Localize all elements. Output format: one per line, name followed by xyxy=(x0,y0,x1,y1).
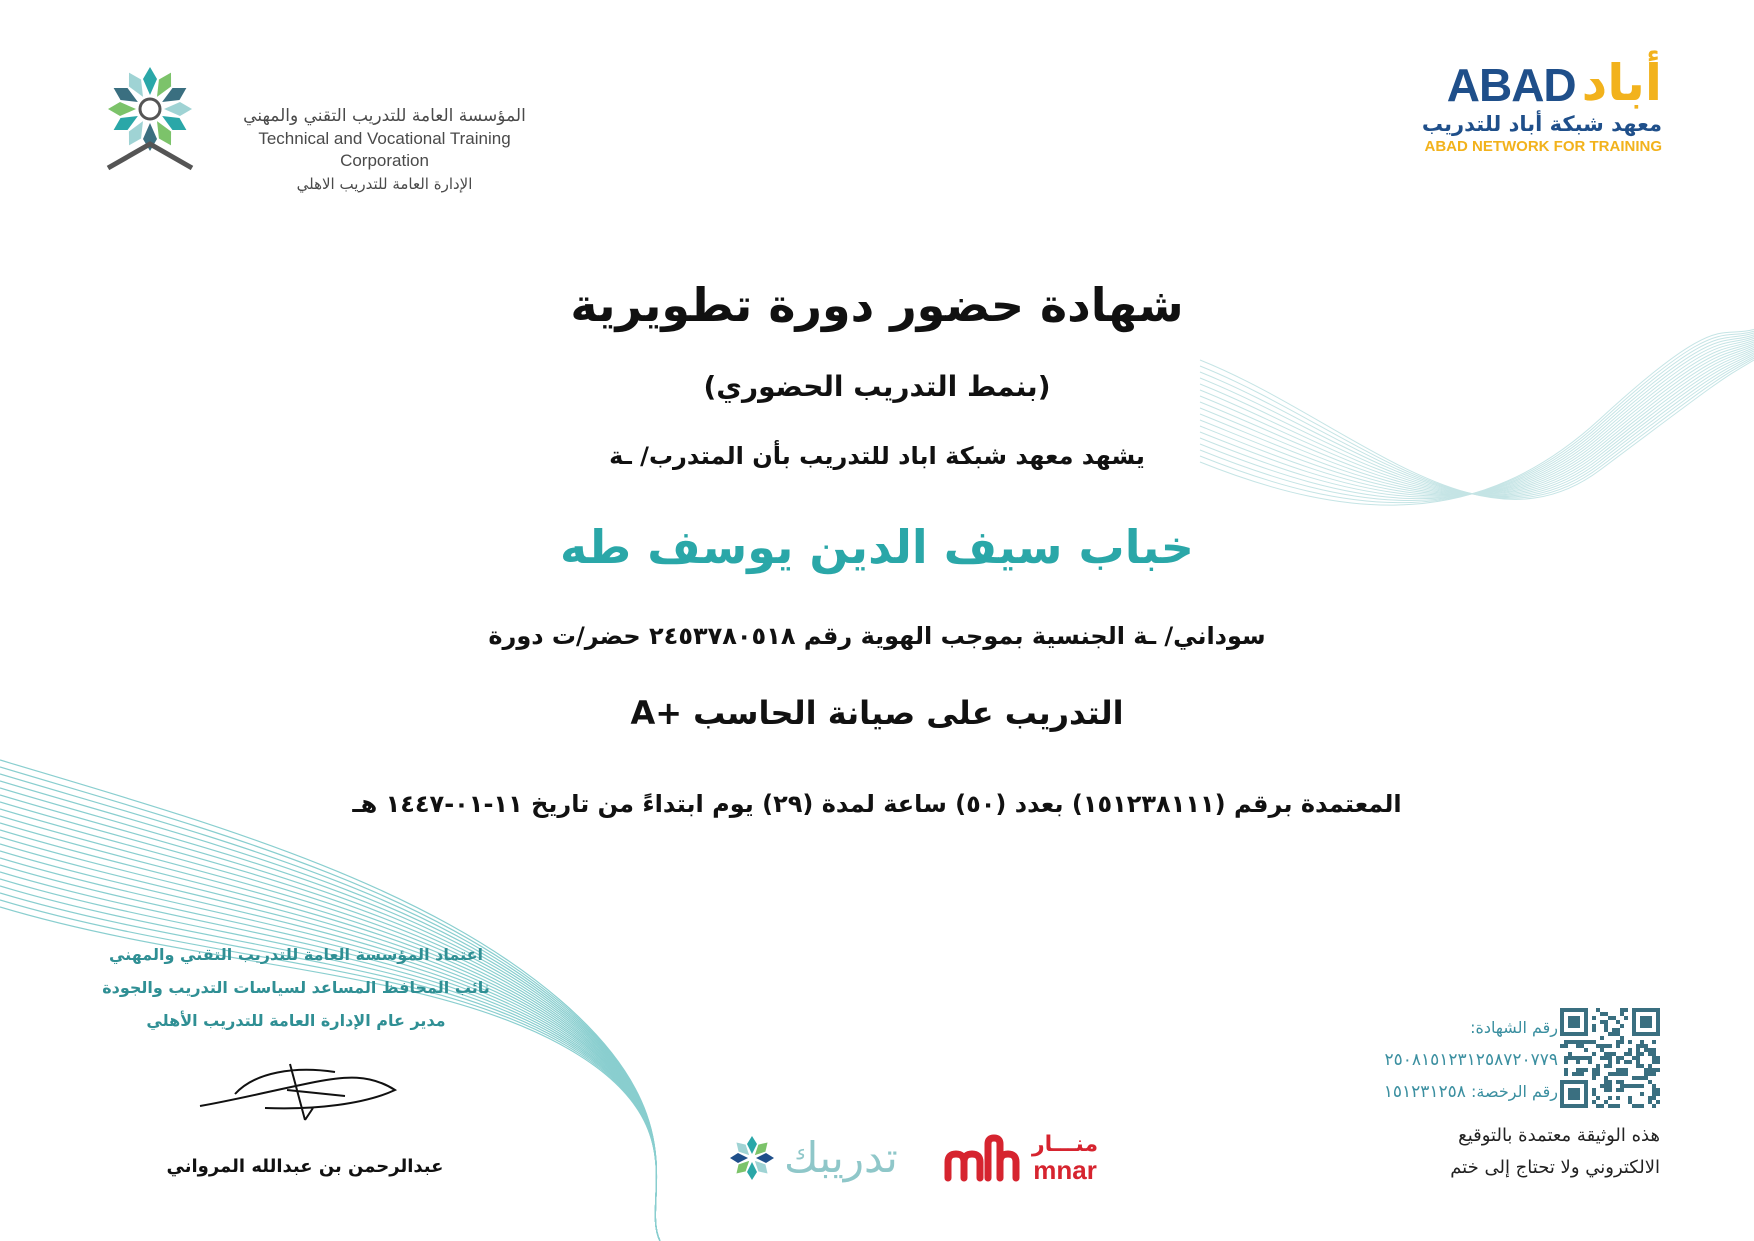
course-name: التدريب على صيانة الحاسب +A xyxy=(630,694,1124,732)
mnar-name-ar: منـــار xyxy=(1032,1132,1099,1157)
tvtc-logo-icon xyxy=(100,64,200,176)
approval-block xyxy=(96,938,496,1037)
trainee-name: خباب سيف الدين يوسف طه xyxy=(560,520,1194,574)
note-line-2: الالكتروني ولا تحتاج إلى ختم xyxy=(1450,1157,1660,1178)
tadreebak-logo xyxy=(728,1130,910,1186)
certifies-line: يشهد معهد شبكة اباد للتدريب بأن المتدرب/ ـة xyxy=(609,442,1145,470)
qr-code-icon xyxy=(1560,1008,1660,1108)
approval-line-3: مدير عام الإدارة العامة للتدريب الأهلي xyxy=(146,1011,446,1030)
license-number: ١٥١٢٣١٢٥٨ xyxy=(1383,1082,1466,1102)
nationality-line: سوداني/ ـة الجنسية بموجب الهوية رقم ٢٤٥٣٧٨٠٥١٨ حضر/ت دورة xyxy=(488,622,1266,650)
approval-line-1: اعتماد المؤسسة العامة للتدريب التقني والمهني xyxy=(108,945,484,964)
note-line-1: هذه الوثيقة معتمدة بالتوقيع xyxy=(1458,1125,1660,1146)
abad-name-ar: معهد شبكة أباد للتدريب xyxy=(1421,112,1662,136)
tadreebak-star-icon xyxy=(728,1134,776,1182)
abad-logo-ar: أباد xyxy=(1581,54,1662,112)
tvtc-name-block xyxy=(212,104,557,196)
tadreebak-logo-text: تدريبك xyxy=(784,1133,898,1182)
certificate-number-label: رقم الشهادة: xyxy=(1470,1018,1558,1037)
mnar-name-en: mnar xyxy=(1033,1155,1097,1185)
signer-name: عبدالرحمن بن عبدالله المرواني xyxy=(166,1156,444,1177)
signature-image xyxy=(195,1060,405,1126)
course-details-line: المعتمدة برقم (١٥١٢٣٨١١١) بعدد (٥٠) ساعة لمدة (٢٩) يوم ابتداءً من تاريخ ١١-٠١-١٤٤٧ هـ xyxy=(352,790,1402,818)
certificate-number: ٢٥٠٨١٥١٢٣١٢٥٨٧٢٠٧٧٩ xyxy=(1384,1050,1558,1070)
certificate-subtitle: (بنمط التدريب الحضوري) xyxy=(703,370,1051,403)
abad-name-en: ABAD NETWORK FOR TRAINING xyxy=(1424,138,1662,155)
tvtc-department: الإدارة العامة للتدريب الاهلي xyxy=(296,175,473,193)
certificate-title: شهادة حضور دورة تطويرية xyxy=(570,278,1184,332)
license-label: رقم الرخصة: xyxy=(1471,1082,1558,1101)
mnar-mark-icon xyxy=(944,1132,1022,1184)
mnar-logo xyxy=(944,1130,1120,1186)
approval-line-2: نائب المحافظ المساعد لسياسات التدريب والجودة xyxy=(102,978,490,997)
abad-logo-en: ABAD xyxy=(1446,59,1576,111)
tvtc-name-ar: المؤسسة العامة للتدريب التقني والمهني xyxy=(243,106,526,126)
e-signature-note xyxy=(1330,1120,1660,1184)
tvtc-name-en: Technical and Vocational Training Corporation xyxy=(258,129,511,170)
abad-logo xyxy=(1410,56,1662,156)
verification-block xyxy=(1340,1012,1558,1108)
